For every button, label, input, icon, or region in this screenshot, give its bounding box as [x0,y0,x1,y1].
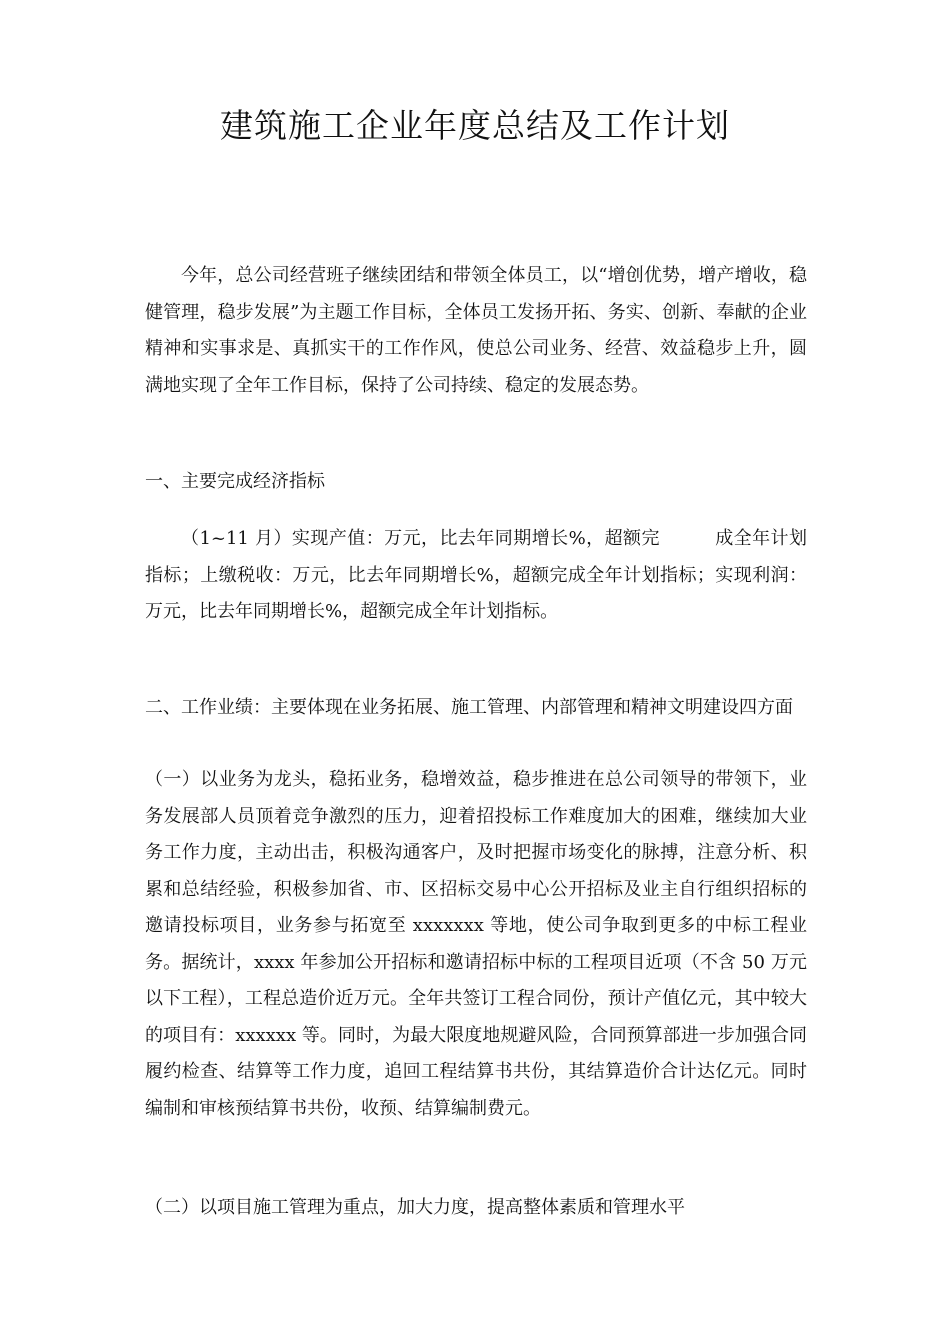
section-2-subheading-2: （二）以项目施工管理为重点，加大力度，提高整体素质和管理水平 [145,1197,685,1218]
section-1-heading: 一、主要完成经济指标 [145,471,325,492]
document-title: 建筑施工企业年度总结及工作计划 [220,106,730,145]
intro-paragraph: 今年，总公司经营班子继续团结和带领全体员工，以“增创优势，增产增收，稳健管理，稳步发展”为主题工作目标，全体员工发扬开拓、务实、创新、奉献的企业精神和实事求是、真抓实干的工作作风，使总公司业务、经营、效益稳步上升，圆满地实现了全年工作目标，保持了公司持续、稳定的发展态势。 [145,265,807,396]
section-2-body: （一）以业务为龙头，稳拓业务，稳增效益，稳步推进在总公司领导的带领下，业务发展部人员顶着竞争激烈的压力，迎着招投标工作难度加大的困难，继续加大业务工作力度，主动出击，积极沟通客户，及时把握市场变化的脉搏，注意分析、积累和总结经验，积极参加省、市、区招标交易中心公开招标及业主自行组织招标的邀请投标项目，业务参与拓宽至 xxxxxxx 等地，使公司争取到更多的中标工程业务。据统计，xxxx 年参加公开招标和邀请招标中标的工程项目近项（不含 50 万元以下工程），工程总造价近万元。全年共签订工程合同份，预计产值亿元，其中较大的项目有：xxxxxx 等。同时，为最大限度地规避风险，合同预算部进一步加强合同履约检查、结算等工作力度，追回工程结算书共份，其结算造价合计达亿元。同时编制和审核预结算书共份，收预、结算编制费元。 [145,769,807,1119]
section-1-body: （1~11 月）实现产值：万元，比去年同期增长%，超额完 成全年计划指标；上缴税收：万元，比去年同期增长%，超额完成全年计划指标；实现利润：万元，比去年同期增长%，超额完成全年计划指标。 [145,528,807,622]
section-2-heading: 二、工作业绩：主要体现在业务拓展、施工管理、内部管理和精神文明建设四方面 [145,697,793,718]
